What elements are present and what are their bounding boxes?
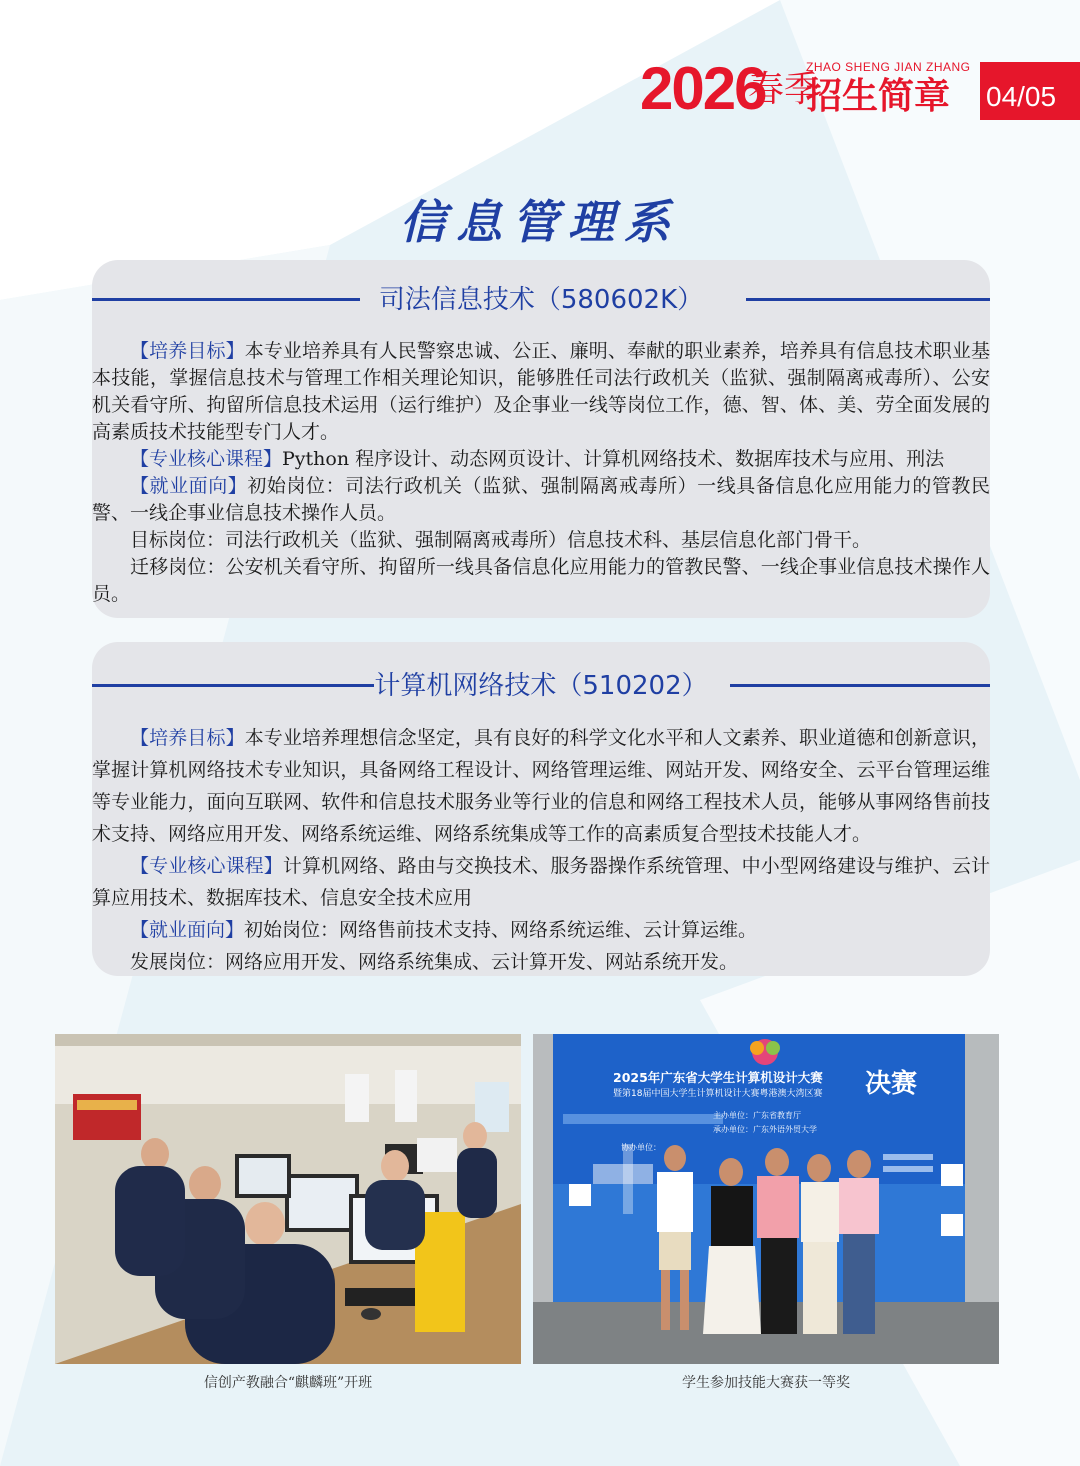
- banner-host: 主办单位：广东省教育厅: [713, 1111, 801, 1120]
- header-season: 春季: [748, 69, 821, 110]
- banner-coorganizer: 协办单位：: [621, 1143, 661, 1152]
- banner-organizer: 承办单位：广东外语外贸大学: [713, 1125, 817, 1134]
- header-title: 招生简章: [806, 76, 951, 117]
- section-computer-network: [92, 642, 990, 976]
- section-heading: [92, 662, 990, 710]
- department-title: 信息管理系: [400, 195, 680, 249]
- photo-caption: 学生参加技能大赛获一等奖: [682, 1375, 850, 1391]
- paragraph-text: 本专业培养理想信念坚定，具有良好的科学文化水平和人文素养、职业道德和创新意识，掌握计算机网络技术专业知识，具备网络工程设计、网络管理运维、网站开发、网络安全、云平台管理运维等专业能力，面向互联网、软件和信息技术服务业等行业的信息和网络工程技术人员，能够从事网络售前技术支持、网络应用开发、网络系统运维、网络系统集成等工作的高素质复合型技术技能人才。: [92, 727, 990, 845]
- paragraph-courses: [92, 850, 990, 914]
- section-heading: [92, 276, 990, 324]
- paragraph-text: 迁移岗位：公安机关看守所、拘留所一线具备信息化应用能力的管教民警、一线企事业信息技术操作人员。: [92, 556, 990, 605]
- tag-label: 【专业核心课程】: [130, 448, 283, 470]
- page-number: 04/05: [980, 62, 1080, 120]
- tag-label: 【就业面向】: [130, 475, 248, 497]
- banner-title: 2025年广东省大学生计算机设计大赛: [613, 1070, 823, 1085]
- photo-caption: 信创产教融合“麒麟班”开班: [203, 1375, 373, 1391]
- paragraph-text: 目标岗位：司法行政机关（监狱、强制隔离戒毒所）信息技术科、基层信息化部门骨干。: [130, 529, 872, 551]
- brochure-header: [640, 56, 1080, 122]
- tag-label: 【就业面向】: [130, 919, 245, 941]
- section-body: [92, 722, 990, 978]
- tag-label: 【培养目标】: [130, 340, 245, 362]
- section-title: 计算机网络技术（510202）: [374, 671, 708, 701]
- section-title: 司法信息技术（580602K）: [378, 285, 704, 315]
- paragraph-text: 本专业培养具有人民警察忠诚、公正、廉明、奉献的职业素养，培养具有信息技术职业基本技能，掌握信息技术与管理工作相关理论知识，能够胜任司法行政机关（监狱、强制隔离戒毒所）、公安机关看守所、拘留所信息技术运用（运行维护）及企事业一线等岗位工作，德、智、体、美、劳全面发展的高素质技术技能型专门人才。: [92, 340, 990, 443]
- banner-subtitle: 暨第18届中国大学生计算机设计大赛粤港澳大湾区赛: [613, 1089, 823, 1099]
- section-judicial-it: [92, 260, 990, 618]
- header-year: 2026: [640, 55, 766, 122]
- tag-label: 【培养目标】: [130, 727, 245, 749]
- header-pinyin: ZHAO SHENG JIAN ZHANG: [806, 60, 971, 74]
- competition-photo: [533, 1034, 999, 1364]
- paragraph-target-post: [92, 527, 990, 554]
- classroom-photo: [55, 1034, 521, 1364]
- paragraph-text: 计算机网络、路由与交换技术、服务器操作系统管理、中小型网络建设与维护、云计算应用技术、数据库技术、信息安全技术应用: [92, 855, 990, 909]
- tag-label: 【专业核心课程】: [130, 855, 283, 877]
- paragraph-transfer-post: [92, 554, 990, 608]
- paragraph-goal: [92, 722, 990, 850]
- paragraph-text: 初始岗位：网络售前技术支持、网络系统运维、云计算运维。: [244, 919, 758, 941]
- paragraph-courses: [92, 446, 990, 473]
- paragraph-text: 初始岗位：司法行政机关（监狱、强制隔离戒毒所）一线具备信息化应用能力的管教民警、一线企事业信息技术操作人员。: [92, 475, 990, 524]
- classroom-illustration: [55, 1034, 521, 1364]
- paragraph-text: 发展岗位：网络应用开发、网络系统集成、云计算开发、网站系统开发。: [130, 951, 739, 973]
- paragraph-goal: [92, 338, 990, 446]
- section-body: [92, 338, 990, 608]
- paragraph-development-post: [92, 946, 990, 978]
- banner-stage: 决赛: [865, 1069, 918, 1099]
- paragraph-employment: [92, 914, 990, 946]
- paragraph-employment: [92, 473, 990, 527]
- paragraph-text: Python 程序设计、动态网页设计、计算机网络技术、数据库技术与应用、刑法: [282, 448, 945, 470]
